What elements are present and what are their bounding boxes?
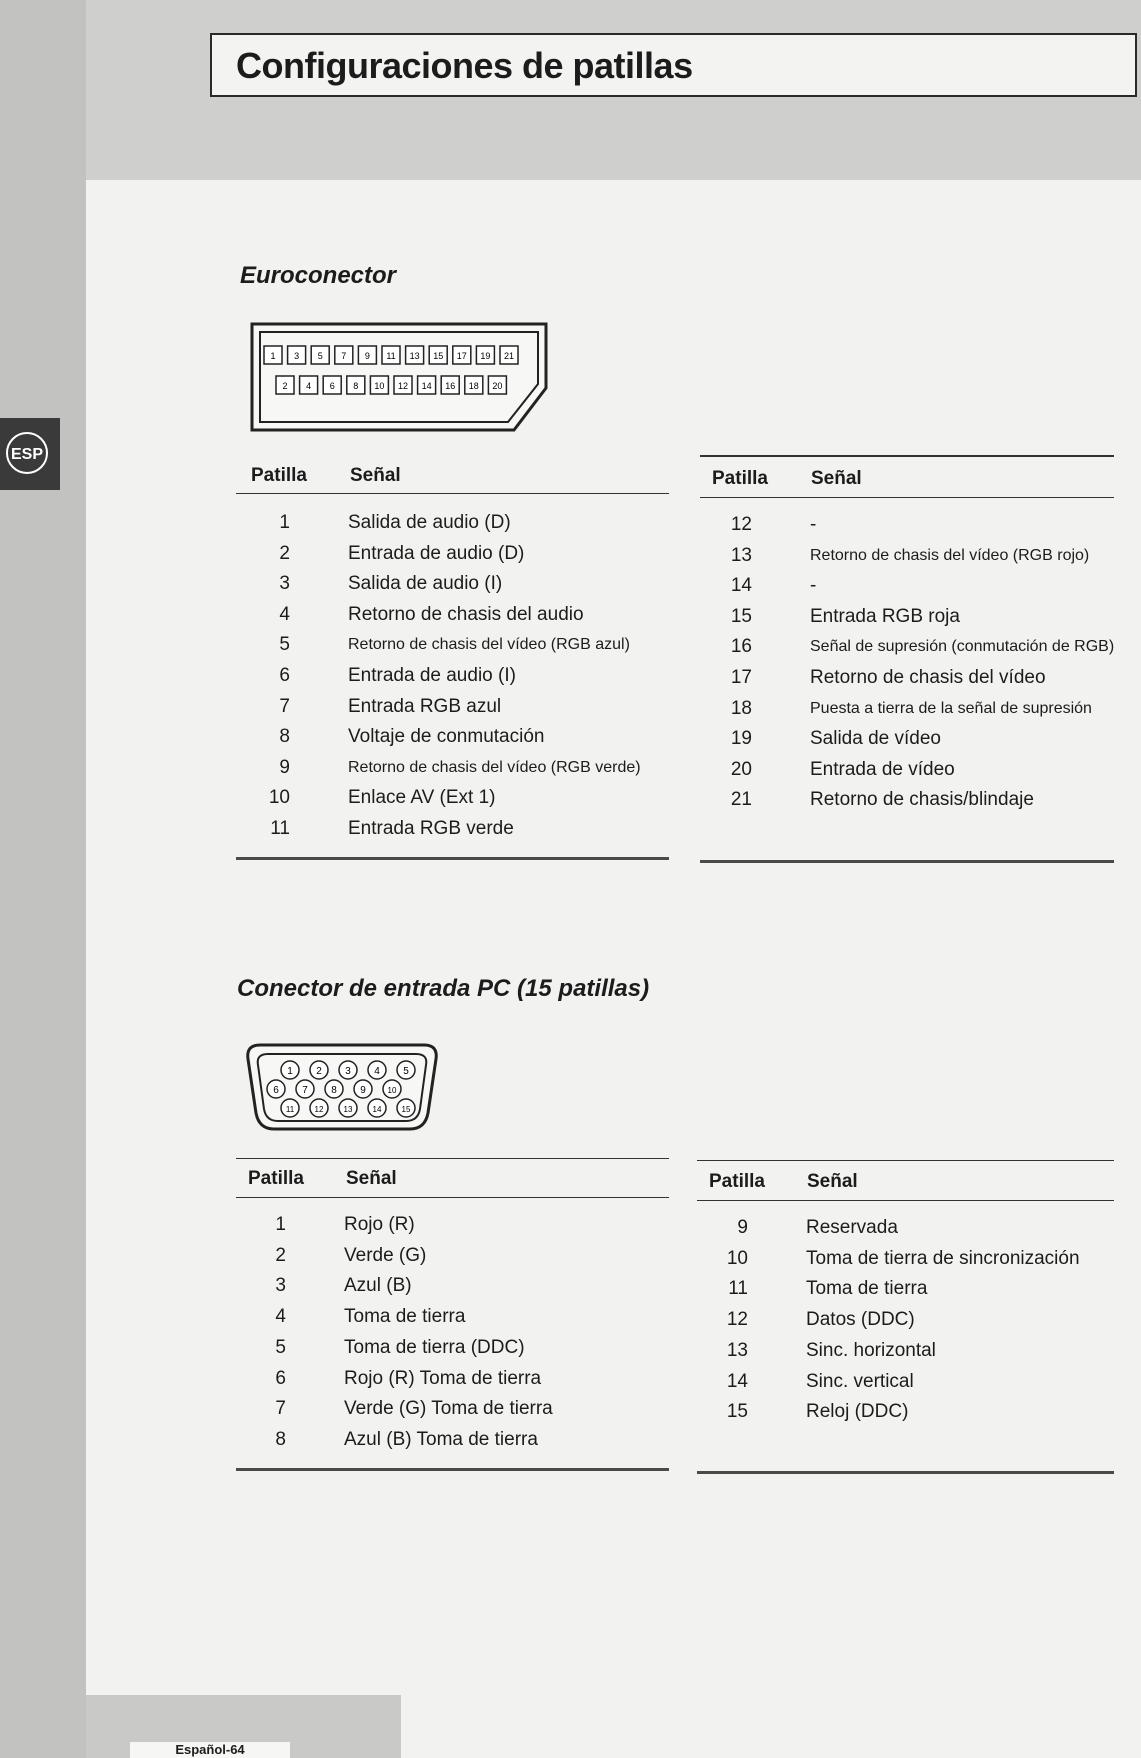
scart-pin-label: 20 xyxy=(492,381,503,391)
pin-number: 17 xyxy=(730,667,752,688)
scart-pin-label: 16 xyxy=(445,381,456,391)
dsub-pin-label: 7 xyxy=(302,1085,308,1096)
scart-pin-label: 8 xyxy=(353,381,359,391)
pin-number: 16 xyxy=(730,636,752,658)
scart-top-pins xyxy=(264,346,518,364)
pin-signal: Retorno de chasis del audio xyxy=(348,603,584,625)
dsub-pin-label: 14 xyxy=(372,1105,382,1114)
language-tab xyxy=(0,418,60,490)
pin-signal: Salida de audio (D) xyxy=(348,512,511,533)
pin-signal: Datos (DDC) xyxy=(806,1309,915,1331)
pin-number: 5 xyxy=(279,634,290,656)
pin-number: 13 xyxy=(730,544,752,566)
language-badge: ESP xyxy=(6,432,48,474)
pc-connector-title: Conector de entrada PC (15 patillas) xyxy=(237,975,650,1002)
scart-connector-diagram xyxy=(246,318,556,438)
scart-pin-label: 19 xyxy=(480,351,491,361)
pin-number: 18 xyxy=(730,697,752,719)
pc-left-col-patilla: Patilla xyxy=(248,1168,304,1189)
pc-right-col-senal: Señal xyxy=(807,1171,858,1192)
pin-signal: Retorno de chasis del vídeo (RGB verde) xyxy=(348,758,641,776)
pin-number: 8 xyxy=(279,726,290,748)
page-title: Configuraciones de patillas xyxy=(236,45,693,86)
pc-right-top-rule xyxy=(697,1160,1114,1161)
dsub-pin-label: 11 xyxy=(285,1105,295,1114)
scart-pin-label: 15 xyxy=(433,351,444,361)
scart-pin-label: 12 xyxy=(397,381,409,391)
pin-signal: Azul (B) Toma de tierra xyxy=(344,1428,538,1450)
euro-right-col-senal: Señal xyxy=(811,468,862,489)
pc-left-header-rule xyxy=(236,1197,669,1198)
euro-left-col-senal: Señal xyxy=(350,465,401,486)
scart-pin-label: 21 xyxy=(503,351,515,361)
dsub-pin-label: 6 xyxy=(273,1085,279,1096)
dsub-pin-label: 15 xyxy=(401,1105,411,1114)
pin-signal: Toma de tierra xyxy=(806,1278,928,1300)
scart-pin-label: 2 xyxy=(282,381,288,391)
pin-signal: Retorno de chasis/blindaje xyxy=(810,789,1034,811)
pin-signal: Retorno de chasis del vídeo (RGB rojo) xyxy=(810,546,1090,564)
scart-pin-label: 7 xyxy=(341,351,347,361)
pin-signal: Sinc. vertical xyxy=(806,1370,914,1392)
pin-signal: - xyxy=(810,575,817,597)
pin-signal: - xyxy=(810,514,817,535)
pin-signal: Azul (B) xyxy=(344,1275,412,1297)
pin-number: 9 xyxy=(737,1217,748,1238)
pin-signal: Sinc. horizontal xyxy=(806,1339,936,1361)
euro-right-header-rule xyxy=(700,497,1114,498)
scart-pin-label: 9 xyxy=(364,351,370,361)
pin-signal: Retorno de chasis del vídeo xyxy=(810,667,1046,688)
pin-signal: Entrada RGB azul xyxy=(348,695,502,717)
pin-signal: Toma de tierra xyxy=(344,1306,466,1328)
pin-number: 14 xyxy=(726,1370,748,1392)
pin-signal: Retorno de chasis del vídeo (RGB azul) xyxy=(348,636,630,654)
dsub-pin-label: 3 xyxy=(345,1066,351,1077)
pin-signal: Entrada RGB roja xyxy=(810,605,960,627)
pin-number: 1 xyxy=(279,512,290,533)
scart-pin-label: 10 xyxy=(374,381,385,391)
pin-number: 7 xyxy=(279,695,290,717)
pin-number: 3 xyxy=(279,573,290,595)
pin-number: 13 xyxy=(726,1339,748,1361)
scart-pin-label: 1 xyxy=(270,351,276,361)
dsub-pin-label: 5 xyxy=(403,1066,409,1077)
pin-signal: Voltaje de conmutación xyxy=(348,726,545,748)
dsub-pin-label: 12 xyxy=(314,1105,324,1114)
pin-number: 3 xyxy=(275,1275,286,1297)
pin-number: 10 xyxy=(726,1247,748,1269)
pc-left-col-senal: Señal xyxy=(346,1168,397,1189)
scart-pin-label: 14 xyxy=(421,381,432,391)
pin-signal: Toma de tierra de sincronización xyxy=(806,1247,1080,1269)
pin-signal: Enlace AV (Ext 1) xyxy=(348,787,496,809)
pin-number: 14 xyxy=(730,575,752,597)
pin-number: 5 xyxy=(275,1336,286,1358)
pin-signal: Puesta a tierra de la señal de supresión xyxy=(810,699,1092,717)
pin-number: 10 xyxy=(268,787,290,809)
pc-left-bottom-rule xyxy=(236,1468,669,1471)
pin-signal: Entrada de vídeo xyxy=(810,758,955,780)
scart-pin-label: 18 xyxy=(468,381,479,391)
pin-signal: Entrada de audio (I) xyxy=(348,665,516,686)
pin-number: 4 xyxy=(279,603,290,625)
scart-pin-label: 5 xyxy=(317,351,323,361)
dsub-pin-label: 4 xyxy=(374,1066,380,1077)
pc-right-bottom-rule xyxy=(697,1471,1114,1474)
pin-number: 4 xyxy=(275,1306,286,1328)
pin-number: 2 xyxy=(275,1244,286,1266)
dsub-pin-label: 13 xyxy=(343,1105,353,1114)
dsub15-connector-diagram xyxy=(242,1041,442,1134)
pin-signal: Toma de tierra (DDC) xyxy=(344,1336,525,1358)
dsub-pin-label: 8 xyxy=(331,1085,337,1096)
dsub-pin-label: 9 xyxy=(360,1085,366,1096)
euro-right-col-patilla: Patilla xyxy=(712,468,768,489)
pin-signal: Salida de audio (I) xyxy=(348,573,503,595)
dsub-pin-label: 10 xyxy=(387,1086,397,1095)
pin-signal: Verde (G) Toma de tierra xyxy=(344,1398,553,1420)
pin-signal: Entrada RGB verde xyxy=(348,818,514,839)
pin-number: 15 xyxy=(730,605,752,627)
pin-number: 15 xyxy=(726,1401,748,1423)
pin-signal: Reservada xyxy=(806,1217,898,1238)
pin-number: 12 xyxy=(726,1309,748,1331)
pin-number: 20 xyxy=(730,758,752,780)
pc-right-col-patilla: Patilla xyxy=(709,1171,765,1192)
pin-number: 1 xyxy=(275,1214,286,1235)
pin-number: 21 xyxy=(730,789,752,811)
euro-right-bottom-rule xyxy=(700,860,1114,863)
scart-pin-label: 17 xyxy=(456,351,467,361)
dsub-pin-label: 1 xyxy=(287,1066,293,1077)
pc-left-top-rule xyxy=(236,1158,669,1159)
scart-pin-label: 11 xyxy=(386,351,396,361)
pin-number: 8 xyxy=(275,1428,286,1450)
pin-signal: Rojo (R) xyxy=(344,1214,415,1235)
pin-number: 11 xyxy=(270,818,290,839)
pin-number: 7 xyxy=(275,1398,286,1420)
pin-signal: Rojo (R) Toma de tierra xyxy=(344,1367,542,1389)
euro-left-col-patilla: Patilla xyxy=(251,465,307,486)
pin-number: 2 xyxy=(279,542,290,564)
dsub-pin-label: 2 xyxy=(316,1066,322,1077)
page-footer: Español-64 xyxy=(130,1742,290,1758)
pin-signal: Entrada de audio (D) xyxy=(348,542,525,564)
scart-pin-label: 6 xyxy=(329,381,335,391)
scart-pin-label: 4 xyxy=(306,381,312,391)
scart-pin-label: 3 xyxy=(294,351,300,361)
pin-number: 19 xyxy=(730,728,752,750)
pin-number: 6 xyxy=(279,665,290,686)
scart-pin-label: 13 xyxy=(409,351,420,361)
euroconnector-title: Euroconector xyxy=(240,262,397,289)
pin-number: 6 xyxy=(275,1367,286,1389)
pin-number: 9 xyxy=(279,756,290,778)
pin-number: 12 xyxy=(730,514,752,535)
pin-signal: Señal de supresión (conmutación de RGB) xyxy=(810,638,1115,656)
pin-signal: Salida de vídeo xyxy=(810,728,941,750)
pin-signal: Verde (G) xyxy=(344,1244,427,1266)
pc-right-header-rule xyxy=(697,1200,1114,1201)
euro-right-top-rule xyxy=(700,455,1114,457)
page-title-box xyxy=(210,33,1137,97)
pin-number: 11 xyxy=(728,1278,748,1300)
pin-signal: Reloj (DDC) xyxy=(806,1401,909,1423)
left-gray-band xyxy=(0,0,86,1758)
euro-left-bottom-rule xyxy=(236,857,669,860)
euro-left-header-rule xyxy=(236,493,669,494)
